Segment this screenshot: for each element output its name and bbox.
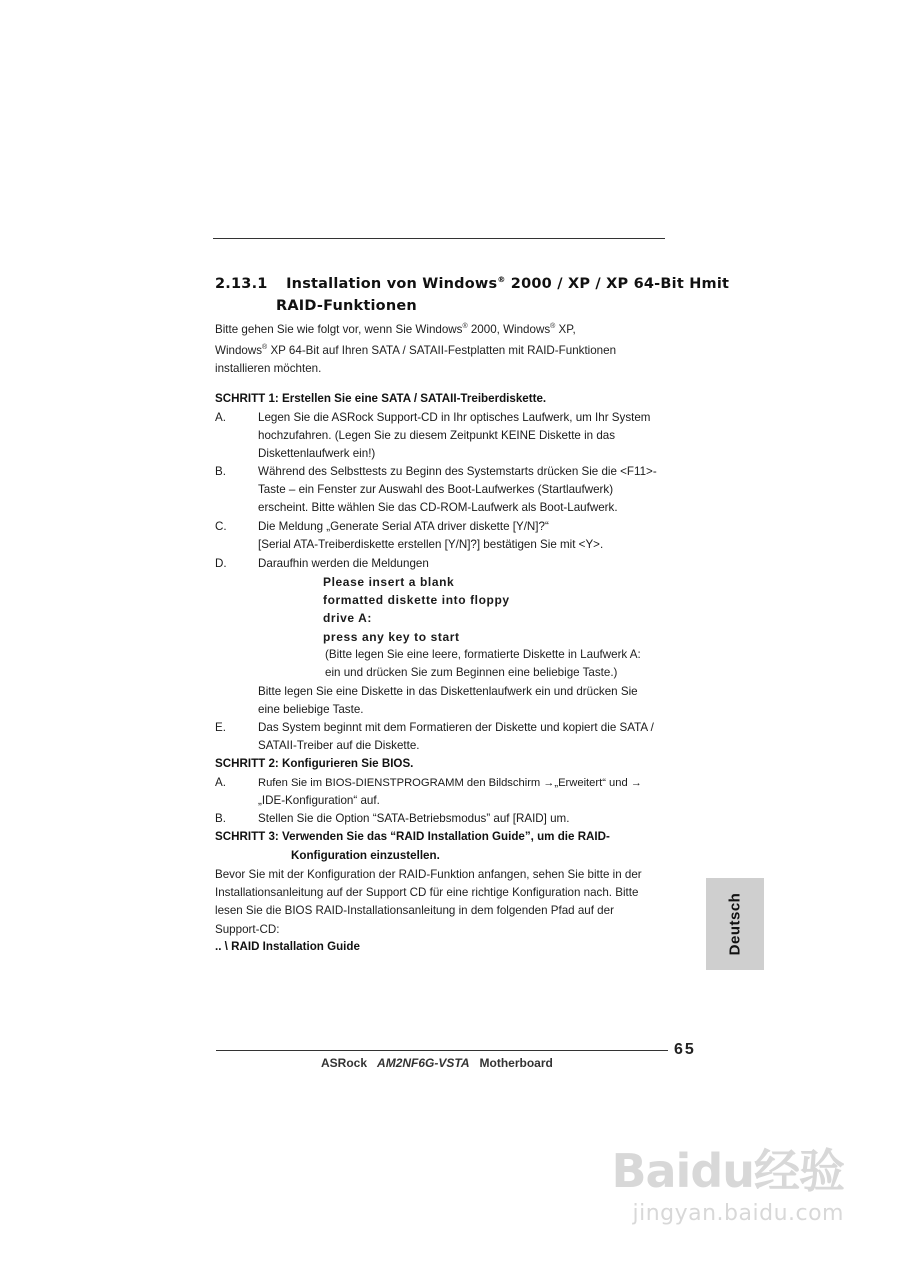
language-side-tab bbox=[706, 878, 764, 970]
section-title bbox=[215, 275, 729, 292]
registered-mark: ® bbox=[550, 323, 556, 330]
arrow-right-icon: → bbox=[543, 777, 555, 789]
text-span: Rufen Sie im BIOS-DIENSTPROGRAMM den Bildschirm bbox=[258, 777, 544, 789]
intro-line-2 bbox=[215, 339, 675, 360]
step3-heading-line2: Konfiguration einzustellen. bbox=[291, 849, 440, 862]
step1-d-after bbox=[258, 683, 670, 719]
step1-d-text: Daraufhin werden die Meldungen bbox=[258, 557, 429, 570]
footer-model: AM2NF6G-VSTA bbox=[377, 1056, 470, 1070]
text-line: (Bitte legen Sie eine leere, formatierte Diskette in Laufwerk A: bbox=[325, 648, 641, 661]
text-line: Bevor Sie mit der Konfiguration der RAID-Funktion anfangen, sehen Sie bitte in der bbox=[215, 868, 642, 881]
text-line: „IDE-Konfiguration“ auf. bbox=[258, 794, 380, 808]
text-line: [Serial ATA-Treiberdiskette erstellen [Y/N]?] bestätigen Sie mit <Y>. bbox=[258, 538, 604, 552]
watermark-url: jingyan.baidu.com bbox=[632, 1201, 844, 1226]
footer-brand: ASRock bbox=[321, 1056, 368, 1070]
text-line: press any key to start bbox=[323, 629, 460, 644]
intro-text: Bitte gehen Sie wie folgt vor, wenn Sie Windows bbox=[215, 322, 463, 336]
baidu-watermark bbox=[611, 1135, 844, 1226]
text-line: Während des Selbsttests zu Beginn des Systemstarts drücken Sie die <F11>- bbox=[258, 465, 657, 478]
floppy-prompt-message bbox=[323, 573, 510, 646]
text-line: Legen Sie die ASRock Support-CD in Ihr optisches Laufwerk, um Ihr System bbox=[258, 411, 651, 424]
text-line: Bitte legen Sie eine Diskette in das Diskettenlaufwerk ein und drücken Sie bbox=[258, 685, 638, 698]
text-line: Support-CD: bbox=[215, 922, 280, 936]
section-title-line2: RAID-Funktionen bbox=[276, 298, 417, 314]
text-line: drive A: bbox=[323, 611, 373, 626]
footer-rule bbox=[216, 1050, 668, 1051]
intro-text: 2000, Windows bbox=[467, 322, 551, 336]
page-number: 65 bbox=[674, 1041, 696, 1058]
intro-text: XP, bbox=[555, 322, 576, 336]
text-line: lesen Sie die BIOS RAID-Installationsanleitung in dem folgenden Pfad auf der bbox=[215, 904, 614, 918]
text-line bbox=[258, 774, 670, 792]
step1-e-letter: E. bbox=[215, 721, 226, 734]
step1-b-letter: B. bbox=[215, 465, 226, 478]
step2-a-letter: A. bbox=[215, 776, 226, 789]
step1-a-text bbox=[258, 409, 670, 464]
text-line: Das System beginnt mit dem Formatieren der Diskette und kopiert die SATA / bbox=[258, 721, 654, 734]
raid-guide-path: .. \ RAID Installation Guide bbox=[215, 940, 360, 953]
intro-text: XP 64-Bit auf Ihren SATA / SATAII-Festplatten mit RAID-Funktionen bbox=[267, 343, 617, 357]
section-title-part-b: 2000 / XP / XP 64-Bit Hmit bbox=[505, 275, 730, 292]
section-number: 2.13.1 bbox=[215, 275, 268, 292]
footer-product: Motherboard bbox=[479, 1056, 553, 1070]
text-span: „Erweitert“ und bbox=[554, 777, 631, 789]
text-line: Taste – ein Fenster zur Auswahl des Boot-Laufwerkes (Startlaufwerk) bbox=[258, 483, 614, 497]
intro-line-1 bbox=[215, 318, 675, 339]
text-line: eine beliebige Taste. bbox=[258, 703, 364, 717]
footer-product-line bbox=[321, 1056, 553, 1070]
step1-a-letter: A. bbox=[215, 411, 226, 424]
step1-c-text bbox=[258, 518, 670, 554]
floppy-prompt-translation bbox=[325, 646, 685, 682]
text-line: erscheint. Bitte wählen Sie das CD-ROM-Laufwerk als Boot-Laufwerk. bbox=[258, 501, 618, 515]
intro-line-3: installieren möchten. bbox=[215, 362, 322, 376]
text-line: SATAII-Treiber auf die Diskette. bbox=[258, 739, 420, 753]
step3-heading: SCHRITT 3: Verwenden Sie das “RAID Installation Guide”, um die RAID- bbox=[215, 830, 610, 843]
section-title-part-a: Installation von Windows bbox=[286, 275, 498, 292]
text-line: Die Meldung „Generate Serial ATA driver diskette [Y/N]?“ bbox=[258, 520, 549, 533]
registered-mark: ® bbox=[262, 344, 268, 352]
language-label: Deutsch bbox=[726, 892, 744, 956]
step3-body bbox=[215, 866, 685, 939]
registered-mark: ® bbox=[497, 275, 506, 284]
step2-a-text bbox=[258, 774, 670, 810]
watermark-logo: Baidu经验 bbox=[611, 1144, 844, 1198]
step1-d-letter: D. bbox=[215, 557, 227, 570]
registered-mark: ® bbox=[462, 323, 468, 330]
step2-b-text: Stellen Sie die Option “SATA-Betriebsmodus” auf [RAID] um. bbox=[258, 812, 570, 825]
step1-c-letter: C. bbox=[215, 520, 227, 533]
text-line: ein und drücken Sie zum Beginnen eine beliebige Taste.) bbox=[325, 666, 618, 680]
step1-b-text bbox=[258, 463, 670, 518]
step1-heading: SCHRITT 1: Erstellen Sie eine SATA / SATAII-Treiberdiskette. bbox=[215, 392, 547, 405]
text-line: hochzufahren. (Legen Sie zu diesem Zeitpunkt KEINE Diskette in das bbox=[258, 429, 616, 443]
arrow-right-icon: → bbox=[630, 777, 642, 789]
text-line: Installationsanleitung auf der Support CD für eine richtige Konfiguration nach. Bitte bbox=[215, 886, 639, 900]
text-line: formatted diskette into floppy bbox=[323, 593, 510, 608]
text-line: Diskettenlaufwerk ein!) bbox=[258, 447, 376, 461]
intro-text: Windows bbox=[215, 343, 263, 357]
step1-e-text bbox=[258, 719, 670, 755]
step2-heading: SCHRITT 2: Konfigurieren Sie BIOS. bbox=[215, 757, 414, 770]
top-rule bbox=[213, 238, 665, 239]
text-line: Please insert a blank bbox=[323, 575, 455, 589]
intro-paragraph bbox=[215, 318, 675, 378]
step2-b-letter: B. bbox=[215, 812, 226, 825]
